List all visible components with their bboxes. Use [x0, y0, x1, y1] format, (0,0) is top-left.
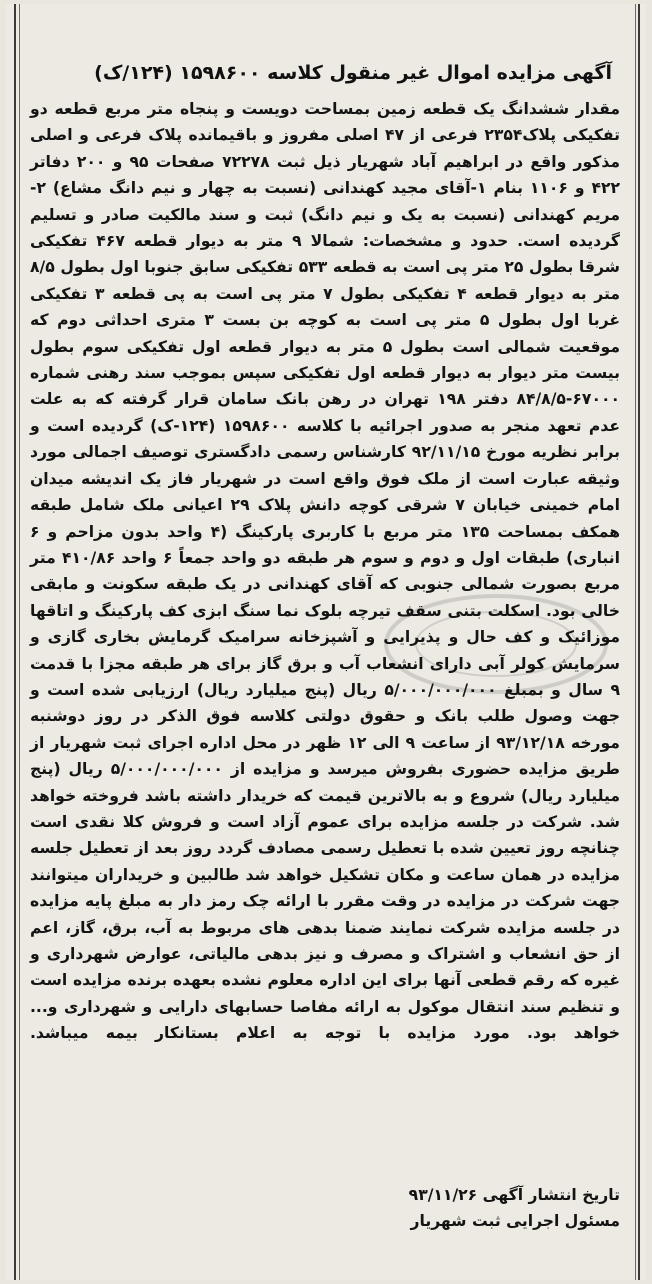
right-border-rule	[635, 4, 640, 1280]
notice-body	[30, 96, 620, 1047]
notice-title: آگهی مزایده اموال غیر منقول کلاسه ۱۵۹۸۶۰۰ (۱۲۴/ک)	[94, 62, 612, 84]
notice-footer	[30, 1182, 620, 1235]
newspaper-clipping	[6, 4, 646, 1280]
left-border-rule	[14, 4, 20, 1280]
signature: مسئول اجرایی ثبت شهریار	[410, 1212, 620, 1231]
notice-body-paragraph: مقدار ششدانگ یک قطعه زمین بمساحت دویست و پنجاه متر مربع قطعه دو تفکیکی پلاک۲۳۵۴ فرعی از ۴۷ اصلی مفروز و باقیمانده پلاک فرعی و اصلی مذکور واقع در ابراهیم آباد شهریار ذیل ثبت ۷۲۲۷۸ صفحات ۹۵ و ۲۰۰ دفاتر ۴۲۲ و ۱۱۰۶ بنام ۱-آقای مجید کهندانی (نسبت به چهار و نیم دانگ مشاع) ۲-مریم کهندانی (نسبت به یک و نیم دانگ) ثبت و سند مالکیت صادر و تسلیم گردیده است. حدود و مشخصات: شمالا ۹ متر به دیوار قطعه ۴۶۷ تفکیکی شرقا بطول ۲۵ متر پی است به قطعه ۵۳۳ تفکیکی سابق جنوبا اول بطول ۸/۵ متر به دیوار قطعه ۴ تفکیکی بطول ۷ متر پی است به پی قطعه ۳ تفکیکی غربا اول بطول ۵ متر پی است به کوچه بن بست ۳ متری احداثی دوم که موقعیت شمالی است بطول ۵ متر به دیوار قطعه اول تفکیکی سوم بطول بیست متر دیوار به دیوار قطعه اول تفکیکی سپس بموجب سند رهنی شماره ۶۷۰۰۰-۸۴/۸/۵ دفتر ۱۹۸ تهران در رهن بانک سامان قرار گرفته که به علت عدم تعهد منجر به صدور اجرائیه با کلاسه ۱۵۹۸۶۰۰ (۱۲۴-ک) گردیده است و برابر نظریه مورخ ۹۲/۱۱/۱۵ کارشناس رسمی دادگستری توصیف اجمالی مورد وثیقه عبارت است از ملک فوق واقع است در شهریار فاز یک اندیشه میدان امام خمینی خیابان ۷ شرقی کوچه دانش پلاک ۲۹ اعیانی ملک شامل طبقه همکف بمساحت ۱۳۵ متر مربع با کاربری پارکینگ (۴ واحد بدون مزاحم و ۶ انباری) طبقات اول و دوم و سوم هر طبقه دو واحد جمعاً ۶ واحد ۴۱۰/۸۶ متر مربع بصورت شمالی جنوبی که آقای کهندانی در یک طبقه سکونت و مابقی خالی بود. اسکلت بتنی سقف تیرچه بلوک نما سنگ ابزی کف پارکینگ و اتاقها موزائیک و کف حال و پذیرایی و آشپزخانه سرامیک گرمایش بخاری گازی و سرمایش کولر آبی دارای انشعاب آب و برق گاز برای هر طبقه مجزا با قدمت ۹ سال و بمبلغ ۵/۰۰۰/۰۰۰/۰۰۰ ریال (پنج میلیارد ریال) ارزیابی شده است و جهت وصول طلب بانک و حقوق دولتی کلاسه فوق الذکر در روز دوشنبه مورخه ۹۳/۱۲/۱۸ از ساعت ۹ الی ۱۲ ظهر در محل اداره اجرای ثبت شهریار از طریق مزایده حضوری بفروش میرسد و مزایده از ۵/۰۰۰/۰۰۰/۰۰۰ ریال (پنج میلیارد ریال) شروع و به بالاترین قیمت که خریدار داشته باشد فروخته خواهد شد. شرکت در جلسه مزایده برای عموم آزاد است و فروش کلا نقدی است چنانچه روز تعیین شده با تعطیل رسمی مصادف گردد روز بعد از تعطیل جلسه مزایده در همان ساعت و مکان تشکیل خواهد شد طالبین و خریداران میتوانند جهت شرکت در مزایده در وقت مقرر با ارائه چک رمز دار به مبلغ پایه مزایده در جلسه مزایده شرکت نمایند ضمنا بدهی های مربوط به آب، برق، گاز، اعم از حق انشعاب و اشتراک و مصرف و نیز بدهی مالیاتی، عوارض شهرداری و غیره که رقم قطعی آنها برای این اداره معلوم نشده بعهده برنده مزایده است و تنظیم سند انتقال موکول به ارائه مفاصا حسابهای دارایی و شهرداری و... خواهد بود. مورد مزایده با توجه به اعلام بستانکار بیمه میباشد.	[30, 100, 621, 1043]
publish-date: تاریخ انتشار آگهی ۹۳/۱۱/۲۶	[408, 1186, 620, 1204]
